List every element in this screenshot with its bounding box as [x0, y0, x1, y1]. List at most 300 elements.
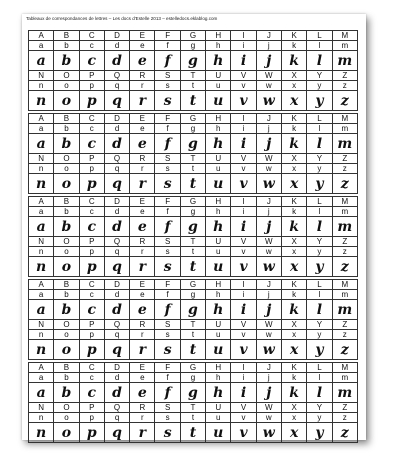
letter-cell: X: [281, 237, 306, 247]
letter-cell: I: [231, 31, 256, 41]
letter-cell: x: [281, 81, 306, 91]
cursive-row-a-m: [29, 217, 358, 237]
letter-cell: Q: [104, 154, 129, 164]
letter-cell: m: [332, 41, 357, 51]
letter-cell: r: [130, 164, 155, 174]
letter-cell: q: [104, 247, 129, 257]
letter-cell: t: [180, 247, 205, 257]
letter-cell: r: [130, 91, 155, 111]
letter-cell: N: [29, 237, 54, 247]
letter-cell: t: [180, 257, 205, 277]
letter-cell: V: [231, 403, 256, 413]
letter-cell: u: [206, 423, 231, 443]
lowercase-row-n-z: [29, 81, 358, 91]
letter-cell: q: [104, 330, 129, 340]
letter-cell: u: [206, 91, 231, 111]
letter-cell: i: [231, 217, 256, 237]
letter-cell: L: [307, 197, 332, 207]
letter-cell: H: [206, 363, 231, 373]
letter-cell: W: [256, 403, 281, 413]
letter-cell: V: [231, 237, 256, 247]
cursive-row-n-z: [29, 257, 358, 277]
letter-cell: t: [180, 340, 205, 360]
letter-cell: D: [104, 31, 129, 41]
letter-cell: d: [104, 134, 129, 154]
letter-cell: b: [54, 217, 79, 237]
letter-cell: f: [155, 124, 180, 134]
letter-cell: c: [79, 124, 104, 134]
letter-cell: g: [180, 383, 205, 403]
letter-cell: w: [256, 91, 281, 111]
letter-cell: w: [256, 174, 281, 194]
letter-cell: k: [281, 290, 306, 300]
letter-cell: W: [256, 71, 281, 81]
letter-cell: u: [206, 247, 231, 257]
letter-cell: f: [155, 373, 180, 383]
letter-cell: y: [307, 330, 332, 340]
letter-cell: E: [130, 114, 155, 124]
letter-cell: k: [281, 134, 306, 154]
letter-cell: M: [332, 197, 357, 207]
letter-cell: b: [54, 124, 79, 134]
letter-cell: h: [206, 124, 231, 134]
letter-cell: J: [256, 363, 281, 373]
letter-cell: m: [332, 217, 357, 237]
letter-cell: k: [281, 41, 306, 51]
letter-cell: Q: [104, 320, 129, 330]
letter-cell: V: [231, 154, 256, 164]
letter-cell: n: [29, 257, 54, 277]
cursive-row-n-z: [29, 174, 358, 194]
letter-cell: a: [29, 373, 54, 383]
letter-cell: T: [180, 237, 205, 247]
letter-cell: q: [104, 164, 129, 174]
letter-cell: k: [281, 217, 306, 237]
letter-cell: b: [54, 41, 79, 51]
letter-cell: I: [231, 114, 256, 124]
letter-cell: j: [256, 217, 281, 237]
letter-cell: D: [104, 197, 129, 207]
letter-cell: D: [104, 363, 129, 373]
letter-cell: b: [54, 373, 79, 383]
letter-cell: R: [130, 403, 155, 413]
letter-cell: C: [79, 197, 104, 207]
letter-cell: q: [104, 340, 129, 360]
letter-cell: z: [332, 340, 357, 360]
letter-cell: i: [231, 207, 256, 217]
letter-cell: i: [231, 124, 256, 134]
letter-cell: j: [256, 383, 281, 403]
letter-cell: r: [130, 340, 155, 360]
page-title: Tableaux de correspondances de lettres – Les docs d'Estelle 2013 – estelledocs.eklablog.com: [26, 16, 218, 21]
letter-cell: r: [130, 247, 155, 257]
letter-cell: G: [180, 363, 205, 373]
letter-cell: o: [54, 174, 79, 194]
letter-cell: w: [256, 81, 281, 91]
letter-cell: P: [79, 237, 104, 247]
letter-cell: k: [281, 373, 306, 383]
letter-cell: u: [206, 330, 231, 340]
letter-cell: q: [104, 81, 129, 91]
letter-cell: l: [307, 207, 332, 217]
letter-cell: l: [307, 300, 332, 320]
letter-cell: m: [332, 290, 357, 300]
letter-cell: v: [231, 340, 256, 360]
cursive-row-n-z: [29, 340, 358, 360]
letter-cell: F: [155, 31, 180, 41]
letter-cell: S: [155, 237, 180, 247]
letter-cell: v: [231, 91, 256, 111]
uppercase-row-n-z: [29, 237, 358, 247]
letter-cell: y: [307, 174, 332, 194]
letter-cell: g: [180, 51, 205, 71]
letter-cell: b: [54, 134, 79, 154]
letter-cell: c: [79, 373, 104, 383]
letter-cell: E: [130, 280, 155, 290]
letter-cell: N: [29, 71, 54, 81]
letter-cell: e: [130, 290, 155, 300]
letter-cell: p: [79, 81, 104, 91]
letter-cell: h: [206, 300, 231, 320]
letter-cell: U: [206, 154, 231, 164]
letter-cell: W: [256, 154, 281, 164]
letter-cell: c: [79, 300, 104, 320]
cursive-row-a-m: [29, 300, 358, 320]
letter-cell: b: [54, 290, 79, 300]
letter-cell: a: [29, 124, 54, 134]
letter-cell: y: [307, 91, 332, 111]
letter-cell: a: [29, 41, 54, 51]
letter-cell: O: [54, 403, 79, 413]
letter-cell: w: [256, 247, 281, 257]
letter-cell: d: [104, 41, 129, 51]
letter-cell: t: [180, 91, 205, 111]
letter-cell: x: [281, 91, 306, 111]
letter-cell: j: [256, 207, 281, 217]
letter-cell: z: [332, 247, 357, 257]
letter-cell: x: [281, 174, 306, 194]
letter-cell: G: [180, 197, 205, 207]
letter-cell: e: [130, 300, 155, 320]
letter-cell: y: [307, 257, 332, 277]
letter-cell: B: [54, 280, 79, 290]
letter-cell: J: [256, 31, 281, 41]
letter-cell: S: [155, 320, 180, 330]
letter-cell: i: [231, 383, 256, 403]
letter-cell: f: [155, 217, 180, 237]
letter-cell: B: [54, 31, 79, 41]
letter-cell: M: [332, 363, 357, 373]
cursive-row-n-z: [29, 423, 358, 443]
letter-cell: i: [231, 300, 256, 320]
letter-cell: n: [29, 413, 54, 423]
letter-cell: p: [79, 413, 104, 423]
letter-cell: h: [206, 373, 231, 383]
letter-cell: j: [256, 134, 281, 154]
letter-cell: g: [180, 373, 205, 383]
letter-cell: l: [307, 217, 332, 237]
letter-cell: d: [104, 51, 129, 71]
letter-cell: e: [130, 41, 155, 51]
letter-cell: R: [130, 154, 155, 164]
letter-cell: l: [307, 124, 332, 134]
worksheet-page: [22, 14, 366, 440]
letter-cell: r: [130, 330, 155, 340]
letter-cell: F: [155, 363, 180, 373]
letter-cell: D: [104, 280, 129, 290]
letter-cell: s: [155, 257, 180, 277]
letter-cell: Y: [307, 403, 332, 413]
letter-cell: n: [29, 423, 54, 443]
letter-cell: w: [256, 340, 281, 360]
letter-cell: u: [206, 81, 231, 91]
letter-cell: r: [130, 174, 155, 194]
letter-cell: Q: [104, 71, 129, 81]
letter-cell: v: [231, 164, 256, 174]
letter-cell: s: [155, 413, 180, 423]
letter-cell: u: [206, 340, 231, 360]
letter-cell: v: [231, 330, 256, 340]
letter-cell: y: [307, 164, 332, 174]
letter-cell: A: [29, 114, 54, 124]
letter-cell: d: [104, 383, 129, 403]
letter-cell: j: [256, 41, 281, 51]
letter-cell: P: [79, 320, 104, 330]
letter-cell: d: [104, 207, 129, 217]
letter-cell: h: [206, 383, 231, 403]
letter-cell: Y: [307, 320, 332, 330]
letter-cell: s: [155, 247, 180, 257]
letter-cell: u: [206, 413, 231, 423]
letter-cell: w: [256, 413, 281, 423]
letter-cell: h: [206, 207, 231, 217]
letter-cell: p: [79, 247, 104, 257]
letter-cell: m: [332, 207, 357, 217]
letter-cell: d: [104, 290, 129, 300]
letter-cell: h: [206, 217, 231, 237]
letter-cell: x: [281, 257, 306, 277]
letter-cell: B: [54, 197, 79, 207]
letter-cell: s: [155, 340, 180, 360]
letter-cell: I: [231, 280, 256, 290]
letter-cell: F: [155, 197, 180, 207]
letter-cell: A: [29, 197, 54, 207]
cursive-row-a-m: [29, 51, 358, 71]
letter-cell: b: [54, 300, 79, 320]
letter-cell: a: [29, 217, 54, 237]
letter-cell: x: [281, 247, 306, 257]
letter-cell: i: [231, 51, 256, 71]
letter-cell: i: [231, 290, 256, 300]
letter-cell: C: [79, 31, 104, 41]
cursive-row-a-m: [29, 383, 358, 403]
letter-cell: p: [79, 164, 104, 174]
letter-cell: Z: [332, 71, 357, 81]
letter-cell: G: [180, 280, 205, 290]
letter-cell: Q: [104, 237, 129, 247]
letter-cell: f: [155, 300, 180, 320]
letter-table-5: [28, 362, 358, 443]
letter-cell: q: [104, 423, 129, 443]
letter-cell: O: [54, 237, 79, 247]
letter-cell: u: [206, 257, 231, 277]
uppercase-row-n-z: [29, 154, 358, 164]
letter-cell: z: [332, 91, 357, 111]
lowercase-row-n-z: [29, 247, 358, 257]
letter-cell: u: [206, 164, 231, 174]
letter-cell: k: [281, 124, 306, 134]
letter-cell: k: [281, 51, 306, 71]
uppercase-row-a-m: [29, 31, 358, 41]
letter-cell: o: [54, 413, 79, 423]
letter-cell: n: [29, 81, 54, 91]
letter-cell: p: [79, 423, 104, 443]
letter-cell: o: [54, 423, 79, 443]
letter-cell: d: [104, 217, 129, 237]
uppercase-row-n-z: [29, 403, 358, 413]
letter-cell: v: [231, 257, 256, 277]
letter-cell: c: [79, 217, 104, 237]
letter-cell: z: [332, 330, 357, 340]
uppercase-row-n-z: [29, 71, 358, 81]
letter-cell: P: [79, 154, 104, 164]
letter-cell: s: [155, 91, 180, 111]
letter-cell: m: [332, 300, 357, 320]
letter-cell: e: [130, 217, 155, 237]
uppercase-row-n-z: [29, 320, 358, 330]
letter-cell: t: [180, 413, 205, 423]
letter-cell: y: [307, 413, 332, 423]
letter-cell: J: [256, 280, 281, 290]
letter-cell: p: [79, 257, 104, 277]
letter-cell: g: [180, 290, 205, 300]
letter-cell: D: [104, 114, 129, 124]
letter-cell: Z: [332, 403, 357, 413]
letter-cell: o: [54, 340, 79, 360]
letter-cell: p: [79, 340, 104, 360]
letter-cell: K: [281, 363, 306, 373]
letter-cell: h: [206, 134, 231, 154]
letter-cell: J: [256, 197, 281, 207]
letter-cell: W: [256, 237, 281, 247]
uppercase-row-a-m: [29, 280, 358, 290]
letter-cell: q: [104, 413, 129, 423]
letter-cell: a: [29, 51, 54, 71]
letter-cell: Y: [307, 71, 332, 81]
letter-cell: w: [256, 164, 281, 174]
letter-cell: g: [180, 134, 205, 154]
letter-cell: x: [281, 413, 306, 423]
uppercase-row-a-m: [29, 114, 358, 124]
letter-cell: V: [231, 320, 256, 330]
letter-cell: s: [155, 164, 180, 174]
letter-cell: K: [281, 280, 306, 290]
letter-cell: j: [256, 300, 281, 320]
letter-cell: P: [79, 403, 104, 413]
letter-cell: k: [281, 383, 306, 403]
letter-cell: j: [256, 124, 281, 134]
letter-cell: d: [104, 373, 129, 383]
letter-cell: r: [130, 257, 155, 277]
letter-cell: c: [79, 383, 104, 403]
letter-cell: K: [281, 114, 306, 124]
letter-cell: g: [180, 124, 205, 134]
letter-cell: f: [155, 41, 180, 51]
letter-cell: G: [180, 114, 205, 124]
letter-cell: i: [231, 373, 256, 383]
letter-cell: c: [79, 134, 104, 154]
letter-cell: G: [180, 31, 205, 41]
letter-cell: k: [281, 207, 306, 217]
letter-cell: E: [130, 31, 155, 41]
letter-cell: I: [231, 197, 256, 207]
letter-cell: r: [130, 423, 155, 443]
cursive-row-n-z: [29, 91, 358, 111]
letter-cell: f: [155, 207, 180, 217]
lowercase-row-n-z: [29, 413, 358, 423]
letter-cell: z: [332, 423, 357, 443]
letter-cell: e: [130, 207, 155, 217]
letter-cell: f: [155, 290, 180, 300]
uppercase-row-a-m: [29, 363, 358, 373]
letter-cell: m: [332, 51, 357, 71]
letter-cell: K: [281, 197, 306, 207]
letter-cell: R: [130, 237, 155, 247]
letter-cell: l: [307, 373, 332, 383]
letter-cell: L: [307, 114, 332, 124]
letter-cell: z: [332, 413, 357, 423]
letter-cell: H: [206, 114, 231, 124]
letter-cell: A: [29, 280, 54, 290]
letter-cell: y: [307, 81, 332, 91]
letter-cell: K: [281, 31, 306, 41]
lowercase-row-a-m: [29, 41, 358, 51]
letter-cell: b: [54, 51, 79, 71]
letter-cell: E: [130, 363, 155, 373]
letter-cell: f: [155, 134, 180, 154]
letter-cell: o: [54, 257, 79, 277]
letter-cell: g: [180, 207, 205, 217]
letter-cell: g: [180, 300, 205, 320]
letter-table-4: [28, 279, 358, 360]
letter-cell: q: [104, 91, 129, 111]
lowercase-row-a-m: [29, 207, 358, 217]
letter-cell: M: [332, 114, 357, 124]
letter-cell: A: [29, 363, 54, 373]
letter-cell: s: [155, 81, 180, 91]
lowercase-row-n-z: [29, 330, 358, 340]
letter-cell: t: [180, 174, 205, 194]
letter-cell: T: [180, 403, 205, 413]
letter-cell: e: [130, 51, 155, 71]
letter-cell: S: [155, 154, 180, 164]
letter-table-1: [28, 30, 358, 111]
letter-cell: a: [29, 134, 54, 154]
letter-cell: t: [180, 423, 205, 443]
letter-cell: z: [332, 174, 357, 194]
letter-cell: S: [155, 71, 180, 81]
letter-cell: Z: [332, 237, 357, 247]
letter-cell: p: [79, 330, 104, 340]
letter-cell: Q: [104, 403, 129, 413]
letter-cell: n: [29, 330, 54, 340]
letter-cell: r: [130, 413, 155, 423]
letter-cell: J: [256, 114, 281, 124]
letter-cell: C: [79, 280, 104, 290]
letter-cell: b: [54, 207, 79, 217]
letter-cell: Z: [332, 320, 357, 330]
lowercase-row-a-m: [29, 373, 358, 383]
